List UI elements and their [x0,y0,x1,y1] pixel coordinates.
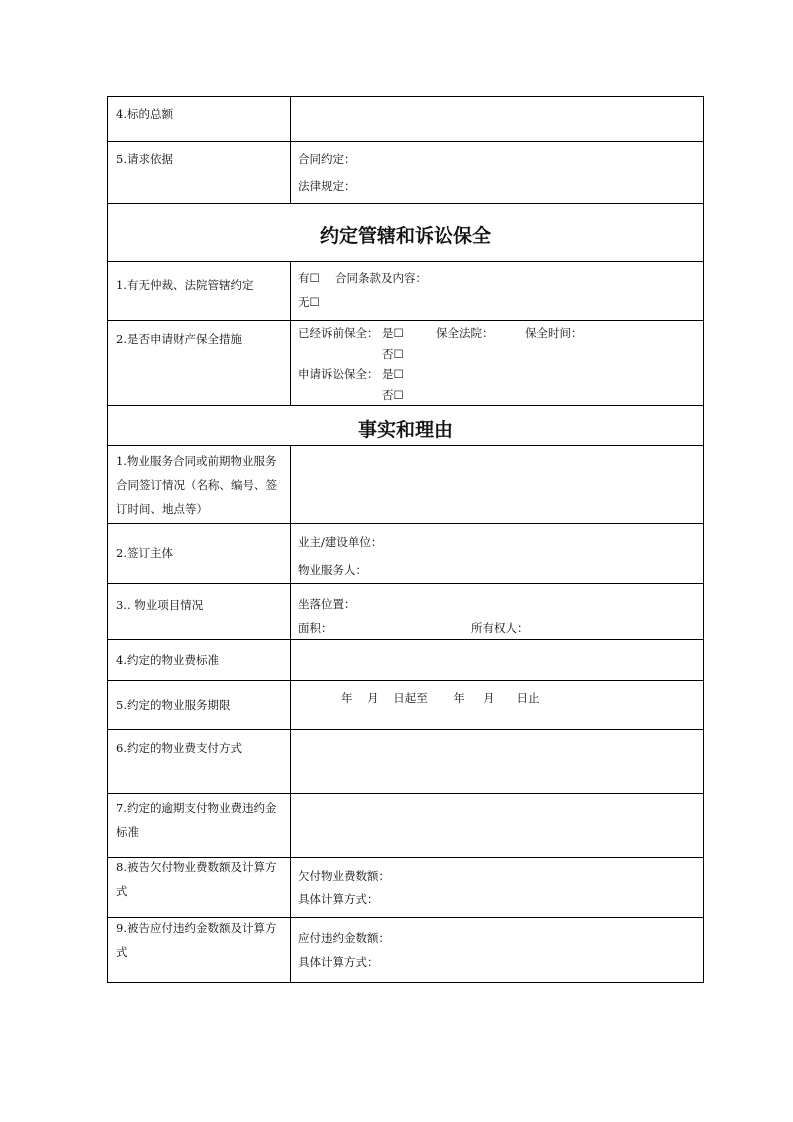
pre-litigation-preservation-label: 已经诉前保全： [298,326,379,340]
row-label: 6.约定的物业费支付方式 [116,741,242,755]
row-fee-standard [108,639,703,680]
signing-parties-field[interactable] [291,524,703,583]
row-label: 1.物业服务合同或前期物业服务合同签订情况（名称、编号、签订时间、地点等） [116,454,277,516]
row-arbitration-agreement [108,261,703,320]
label-cell [108,918,291,982]
row-label: 8.被告欠付物业费数额及计算方式 [116,860,277,898]
area-label: 面积： [298,621,333,635]
contract-basis-label: 合同约定： [298,152,356,166]
calculation-method-label: 具体计算方式： [298,892,379,906]
row-label: 2.签订主体 [116,546,173,560]
row-contract-signing [108,445,703,523]
label-cell [108,858,291,917]
row-label: 1.有无仲裁、法院管辖约定 [116,278,254,292]
section-header-facts [108,405,703,445]
yes-checkbox[interactable]: 有☐ [298,271,320,285]
litigation-preservation-label: 申请诉讼保全： [298,367,379,381]
arrears-amount-label: 欠付物业费数额： [298,869,390,883]
label-cell [108,584,291,639]
section-header-jurisdiction [108,203,703,261]
section-title: 约定管辖和诉讼保全 [319,225,491,247]
calculation-method-label: 具体计算方式： [298,955,379,969]
label-cell [108,794,291,857]
row-label: 4.约定的物业费标准 [116,653,219,667]
label-cell [108,142,291,203]
preservation-field [291,321,703,405]
row-claim-total [108,97,703,141]
label-cell [108,97,291,141]
row-label: 5.约定的物业服务期限 [116,698,231,712]
row-property-project [108,583,703,639]
period-text: 年 月 日起至 年 月 日止 [341,691,540,705]
complaint-form-table [107,96,704,983]
service-provider-label: 物业服务人： [298,563,367,577]
preservation-time-label: 保全时间： [525,326,583,340]
law-basis-label: 法律规定： [298,179,356,193]
label-cell [108,262,291,320]
fee-standard-field[interactable] [291,640,703,680]
row-payment-method [108,729,703,793]
owner-of-title-label: 所有权人： [471,621,529,635]
litigation-no-checkbox[interactable]: 否☐ [382,388,404,402]
pre-litigation-yes-checkbox[interactable]: 是☐ [382,326,404,340]
claim-total-field[interactable] [291,97,703,141]
label-cell [108,321,291,405]
label-cell [108,640,291,680]
row-service-period [108,680,703,729]
label-cell [108,524,291,583]
payment-method-field[interactable] [291,730,703,793]
no-checkbox[interactable]: 无☐ [298,295,320,309]
property-project-field[interactable] [291,584,703,639]
arrears-field[interactable] [291,858,703,917]
row-label: 4.标的总额 [116,107,173,121]
penalty-amount-label: 应付违约金数额： [298,931,390,945]
row-label: 3.. 物业项目情况 [116,598,204,612]
row-label: 9.被告应付违约金数额及计算方式 [116,921,277,959]
location-label: 坐落位置： [298,597,356,611]
row-label: 5.请求依据 [116,152,173,166]
row-arrears-amount [108,857,703,917]
label-cell [108,730,291,793]
preservation-court-label: 保全法院： [436,326,494,340]
label-cell [108,446,291,523]
row-label: 2.是否申请财产保全措施 [116,332,242,346]
owner-label: 业主/建设单位： [298,535,383,549]
late-penalty-field[interactable] [291,794,703,857]
contract-signing-field[interactable] [291,446,703,523]
arbitration-field [291,262,703,320]
label-cell [108,681,291,729]
penalty-field[interactable] [291,918,703,982]
row-label: 7.约定的逾期支付物业费违约金标准 [116,801,277,839]
contract-terms-label: 合同条款及内容： [335,271,427,285]
row-property-preservation [108,320,703,405]
row-claim-basis [108,141,703,203]
row-penalty-amount [108,917,703,982]
service-period-field[interactable] [291,681,703,729]
claim-basis-field[interactable] [291,142,703,203]
row-signing-parties [108,523,703,583]
litigation-yes-checkbox[interactable]: 是☐ [382,367,404,381]
pre-litigation-no-checkbox[interactable]: 否☐ [382,347,404,361]
row-late-penalty-standard [108,793,703,857]
section-title: 事实和理由 [357,419,453,441]
